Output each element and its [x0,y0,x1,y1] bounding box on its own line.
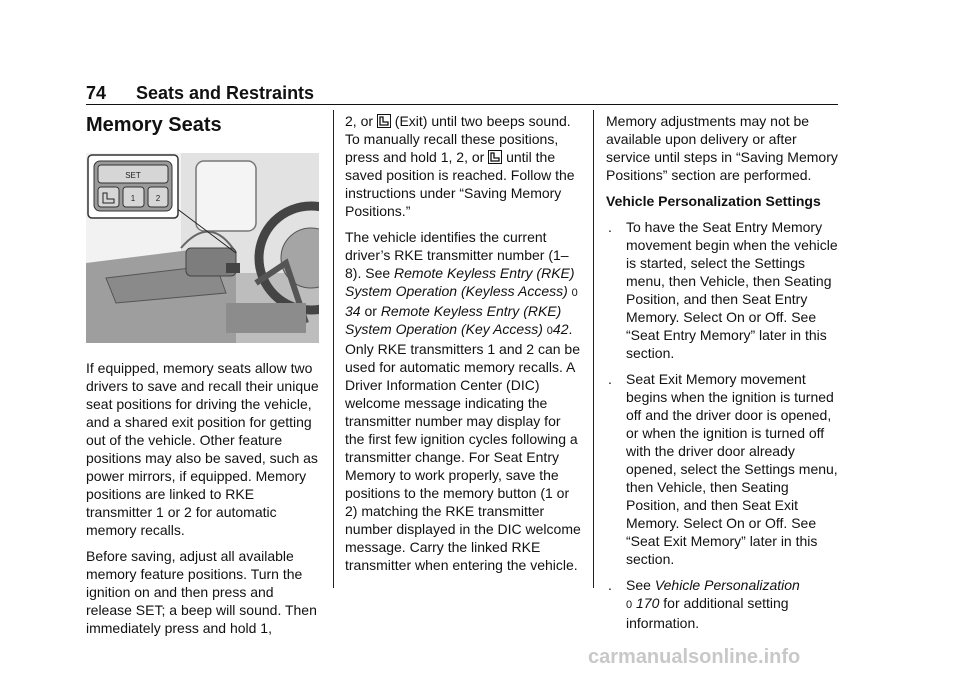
page-reference[interactable]: 170 [636,595,660,611]
bullet-mark: . [608,219,612,235]
subheading: Vehicle Personalization Settings [606,193,821,209]
list-item-text: Seat Exit Memory movement begins when the ignition is turned off and the driver door is opened, or when the ignition is turned off with the driver door already opened, select the Settings menu, then Vehicle, then Seating Position, and then Seat Exit Memory. Select On or Off. See “Seat Exit Memory” later in this section. [626,371,838,567]
set-button-label: SET [125,171,141,180]
bullet-mark: . [608,371,612,387]
column-2 [345,112,581,582]
exit-seat-icon [377,114,391,128]
text-run: . Only RKE transmitters 1 and 2 can be used for automatic memory recalls. A Driver Information Center (DIC) welcome message indicating the transmitter number may display for the first few ignition cycles following a transmitter change. For Seat Entry Memory to work properly, save the positions to the memory button (1 or 2) matching the RKE transmitter number displayed in the DIC welcome message. Carry the linked RKE transmitter when entering the vehicle. [345,321,581,573]
bullet-mark: . [608,577,612,593]
cross-reference-link[interactable]: Remote Keyless Entry (RKE) System Operation (Key Access) [345,303,562,337]
text-run: until the saved position is reached. Follow the instructions under “Saving Memory Positions.” [345,149,575,219]
page-reference[interactable]: 42 [552,321,569,337]
text-run: or [364,303,377,319]
text-run: See [626,577,651,593]
page-ref-arrow-icon: 0 [546,325,553,337]
text-run: for additional setting information. [626,595,789,631]
paragraph: Before saving, adjust all available memory feature positions. Turn the ignition on and then press and release SET; a beep will sound. Then immediately press and hold 1, [86,548,317,636]
text-run: The vehicle identifies the current driver’s RKE transmitter number (1–8). See [345,229,569,281]
memory-seat-buttons-figure [86,153,319,343]
section-title: Seats and Restraints [136,83,315,103]
list-item [606,218,842,362]
paragraph: Memory adjustments may not be available upon delivery or after service until steps in “Saving Memory Positions” section are performed. [606,113,838,183]
section-heading: Memory Seats [86,114,222,136]
watermark: carmanualsonline.info [588,646,801,668]
cross-reference-link[interactable]: Vehicle Personalization [654,577,800,593]
page-ref-arrow-icon: 0 [571,287,578,299]
list-item-text: To have the Seat Entry Memory movement begin when the vehicle is started, select the Settings menu, then Vehicle, then Seating Position, and then Seat Entry Memory. Select On or Off. See “Seat Entry Memory” later in this section. [626,219,838,361]
page-ref-arrow-icon: 0 [626,599,633,611]
text-run: (Exit) until two beeps sound. To manually recall these positions, press and hold 1, 2, or [345,113,571,165]
paragraph: If equipped, memory seats allow two drivers to save and recall their unique seat positions for driving the vehicle, and a shared exit position for getting out of the vehicle. Other feature positions may also be saved, such as power mirrors, if equipped. Memory positions are linked to RKE transmitter 1 or 2 for automatic memory recalls. [86,360,319,538]
paragraph [345,112,581,220]
exit-seat-icon [488,150,502,164]
cross-reference-link[interactable]: Remote Keyless Entry (RKE) System Operation (Keyless Access) [345,265,575,299]
text-run: 2, or [345,113,374,129]
page-number: 74 [86,83,107,103]
column-divider [333,110,334,588]
header-rule [86,104,838,105]
column-divider [593,110,594,588]
list-item [606,370,842,568]
column-1 [86,112,322,645]
list-item [606,576,842,632]
page-header [86,83,314,104]
column-3 [606,112,842,640]
button-1-label: 1 [130,194,136,203]
button-2-label: 2 [155,194,161,203]
page-reference[interactable]: 34 [345,303,361,319]
paragraph [345,228,581,574]
